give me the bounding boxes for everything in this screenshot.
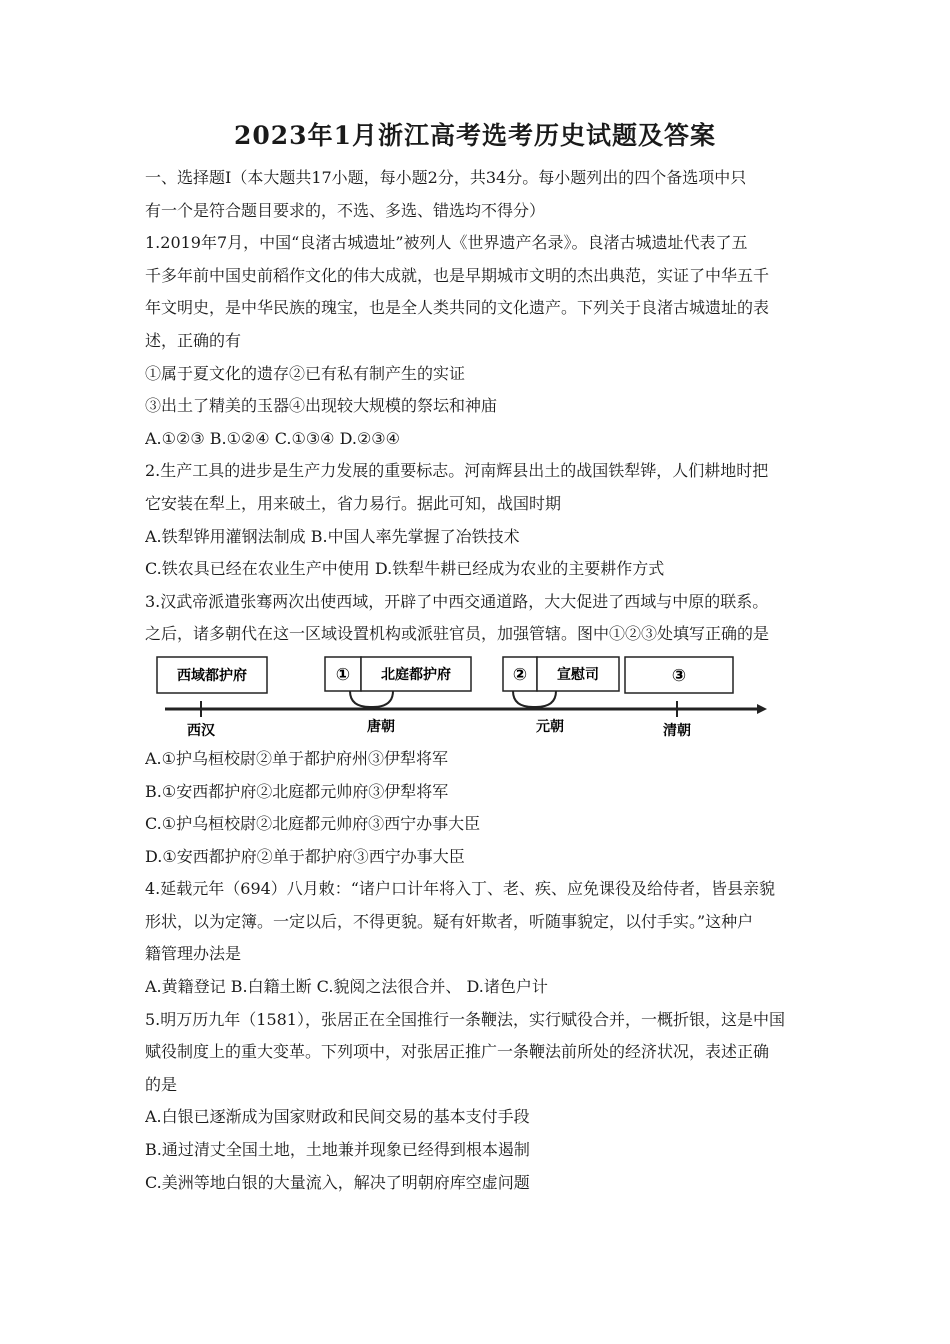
answer-options: A.黄籍登记 B.白籍土断 C.貌阅之法很合并、 D.诸色户计 (145, 977, 548, 997)
question-stem-line: 5.明万历九年（1581），张居正在全国推行一条鞭法，实行赋役合并，一概折银，这是中国 (145, 1009, 785, 1029)
box-label-2: ② (512, 664, 528, 685)
box-label-xiyu: 西域都护府 (177, 667, 247, 684)
question-stem-line: 形状，以为定簿。一定以后，不得更貌。疑有奸欺者，听随事貌定，以付手实。”这种户 (145, 911, 754, 931)
answer-option: C.①护乌桓校尉②北庭都元帅府③西宁办事大臣 (145, 814, 481, 834)
timeline-figure (145, 655, 775, 741)
answer-options: C.铁农具已经在农业生产中使用 D.铁犁牛耕已经成为农业的主要耕作方式 (145, 559, 665, 579)
question-3 (145, 586, 815, 874)
answer-option: D.①安西都护府②单于都护府③西宁办事大臣 (145, 846, 465, 866)
question-stem-line: 千多年前中国史前稻作文化的伟大成就，也是早期城市文明的杰出典范，实证了中华五千 (145, 265, 770, 285)
question-5 (145, 1004, 815, 1200)
answer-option: A.白银已逐渐成为国家财政和民间交易的基本支付手段 (145, 1107, 530, 1127)
answer-option: B.①安西都护府②北庭都元帅府③伊犁将军 (145, 781, 449, 801)
box-label-beiting: 北庭都护府 (381, 666, 451, 683)
question-stem-line: 年文明史，是中华民族的瑰宝，也是全人类共同的文化遗产。下列关于良渚古城遗址的表 (145, 298, 770, 318)
question-stem-line: 2.生产工具的进步是生产力发展的重要标志。河南辉县出土的战国铁犁铧，人们耕地时把 (145, 461, 769, 481)
statement-line: ③出土了精美的玉器④出现较大规模的祭坛和神庙 (145, 396, 498, 416)
bracket-yuan (513, 691, 556, 707)
section-instruction-line-2: 有一个是符合题目要求的，不选、多选、错选均不得分） (145, 200, 546, 220)
question-4 (145, 873, 815, 1003)
answer-options: A.铁犁铧用灌钢法制成 B.中国人率先掌握了冶铁技术 (145, 526, 520, 546)
question-2 (145, 455, 815, 585)
question-1 (145, 227, 815, 455)
timeline-diagram (145, 655, 775, 741)
answer-option: B.通过清丈全国土地，土地兼并现象已经得到根本遏制 (145, 1140, 530, 1160)
era-label-qing: 清朝 (663, 722, 691, 739)
box-label-1: ① (335, 664, 351, 685)
question-stem-line: 籍管理办法是 (145, 944, 242, 964)
era-label-tang: 唐朝 (367, 718, 395, 735)
era-label-xihan: 西汉 (187, 722, 215, 739)
question-stem-line: 1.2019年7月，中国“良渚古城遗址”被列人《世界遗产名录》。良渚古城遗址代表了五 (145, 233, 748, 253)
question-stem-line: 它安装在犁上，用来破土，省力易行。据此可知，战国时期 (145, 493, 562, 513)
section-instruction-line-1: 一、选择题Ⅰ（本大题共17小题，每小题2分，共34分。每小题列出的四个备选项中只 (145, 168, 747, 187)
question-stem-line: 之后，诸多朝代在这一区域设置机构或派驻官员，加强管辖。图中①②③处填写正确的是 (145, 624, 770, 644)
box-label-3: ③ (671, 665, 687, 686)
question-stem-line: 4.延载元年（694）八月敕：“诸户口计年将入丁、老、疾、应免课役及给侍者，皆县亲貌 (145, 879, 775, 899)
question-stem-line: 的是 (145, 1074, 178, 1094)
answer-option: C.美洲等地白银的大量流入，解决了明朝府库空虚问题 (145, 1172, 530, 1192)
question-stem-line: 赋役制度上的重大变革。下列项中，对张居正推广一条鞭法前所处的经济状况，表述正确 (145, 1042, 770, 1062)
timeline-arrowhead (757, 704, 767, 714)
page-title: 2023年1月浙江高考选考历史试题及答案 (234, 121, 716, 150)
exam-body (145, 162, 815, 1199)
question-stem-line: 3.汉武帝派遣张骞两次出使西域，开辟了中西交通道路，大大促进了西域与中原的联系。 (145, 591, 769, 611)
statement-line: ①属于夏文化的遗存②已有私有制产生的实证 (145, 363, 466, 383)
bracket-tang (350, 691, 393, 707)
answer-option: A.①护乌桓校尉②单于都护府州③伊犁将军 (145, 748, 448, 768)
answer-options: A.①②③ B.①②④ C.①③④ D.②③④ (145, 428, 400, 448)
question-stem-line: 述，正确的有 (145, 330, 242, 350)
box-label-xuanweisi: 宣慰司 (557, 666, 599, 683)
era-label-yuan: 元朝 (536, 718, 564, 735)
